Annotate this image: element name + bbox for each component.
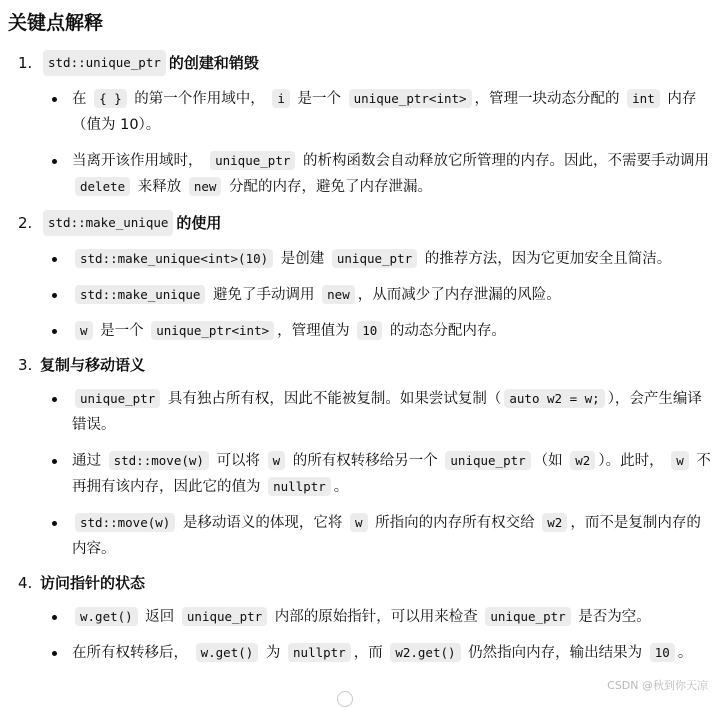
inline-code: unique_ptr<int> xyxy=(151,321,274,340)
item-text: 分配的内存，避免了内存泄漏。 xyxy=(224,179,433,195)
section-heading-text: 的创建和销毁 xyxy=(168,54,259,72)
section-heading-text: 复制与移动语义 xyxy=(40,356,146,374)
list-item xyxy=(40,86,714,138)
list-item xyxy=(40,282,714,308)
section-heading-text: 的使用 xyxy=(176,214,222,232)
inline-code: w xyxy=(350,513,368,532)
bullet-list xyxy=(40,386,714,562)
item-text: 。 xyxy=(333,479,349,495)
section-heading xyxy=(18,50,714,76)
inline-code: nullptr xyxy=(288,643,351,662)
item-text: 在所有权转移后， xyxy=(72,645,193,661)
section-2 xyxy=(8,210,714,344)
inline-code: nullptr xyxy=(268,477,331,496)
item-text: 的析构函数会自动释放它所管理的内存。因此，不需要手动调用 xyxy=(298,153,709,169)
inline-code: std::move(w) xyxy=(75,513,175,532)
item-text: 的动态分配内存。 xyxy=(385,323,506,339)
bullet-icon xyxy=(52,521,57,526)
watermark: CSDN @秋到你天凉 xyxy=(607,679,708,692)
inline-code: new xyxy=(189,177,222,196)
item-text: 通过 xyxy=(72,453,106,469)
item-text: 内部的原始指针，可以用来检查 xyxy=(270,609,483,625)
bullet-icon xyxy=(52,293,57,298)
item-text: ）。此时， xyxy=(598,453,669,469)
item-text: 内存（值为 10）。 xyxy=(72,91,697,133)
item-text: 仍然指向内存，输出结果为 xyxy=(463,645,647,661)
inline-code: w.get() xyxy=(75,607,138,626)
inline-code: unique_ptr xyxy=(445,451,530,470)
item-text: 避免了手动调用 xyxy=(208,287,320,303)
section-1 xyxy=(8,50,714,200)
section-4 xyxy=(8,572,714,666)
inline-code: unique_ptr xyxy=(75,389,160,408)
section-heading-text: 访问指针的状态 xyxy=(40,574,146,592)
inline-code: new xyxy=(322,285,355,304)
item-text: 的第一个作用域中， xyxy=(129,91,270,107)
inline-code: w2.get() xyxy=(390,643,460,662)
sections-container xyxy=(8,50,714,666)
bullet-icon xyxy=(52,97,57,102)
item-text: 返回 xyxy=(140,609,179,625)
inline-code: w.get() xyxy=(196,643,259,662)
item-text: 。 xyxy=(677,645,693,661)
bullet-list xyxy=(40,246,714,344)
item-text: 是一个 xyxy=(292,91,346,107)
bullet-icon xyxy=(52,459,57,464)
item-text: ，而不是复制内存的内容。 xyxy=(72,515,701,557)
list-item xyxy=(40,318,714,344)
item-text: 在 xyxy=(72,91,92,107)
item-text: ，从而减少了内存泄漏的风险。 xyxy=(357,287,561,303)
section-heading xyxy=(18,210,714,236)
item-text: 是创建 xyxy=(276,251,329,267)
list-item xyxy=(40,510,714,562)
inline-code: std::make_unique<int>(10) xyxy=(75,249,273,268)
section-number: 3. xyxy=(18,356,33,374)
inline-code: unique_ptr xyxy=(332,249,417,268)
bullet-icon xyxy=(52,329,57,334)
bullet-icon xyxy=(52,651,57,656)
item-text: 当离开该作用域时， xyxy=(72,153,208,169)
inline-code: w xyxy=(671,451,689,470)
bullet-list xyxy=(40,604,714,666)
bullet-icon xyxy=(52,615,57,620)
inline-code: std::make_unique xyxy=(43,210,173,236)
list-item xyxy=(40,604,714,630)
item-text: 是否为空。 xyxy=(573,609,651,625)
inline-code: unique_ptr<int> xyxy=(349,89,472,108)
inline-code: std::move(w) xyxy=(109,451,209,470)
inline-code: { } xyxy=(94,89,127,108)
item-text: 是一个 xyxy=(95,323,149,339)
inline-code: int xyxy=(627,89,660,108)
item-text: （如 xyxy=(533,453,568,469)
item-text: ，管理一块动态分配的 xyxy=(474,91,625,107)
item-text: 可以将 xyxy=(211,453,265,469)
inline-code: unique_ptr xyxy=(210,151,295,170)
item-text: ，管理值为 xyxy=(277,323,355,339)
inline-code: w2 xyxy=(542,513,567,532)
inline-code: 10 xyxy=(357,321,382,340)
item-text: 所指向的内存所有权交给 xyxy=(370,515,540,531)
item-text: ，而 xyxy=(353,645,388,661)
item-text: ），会产生编译错误。 xyxy=(72,391,702,433)
item-text: 具有独占所有权，因此不能被复制。如果尝试复制（ xyxy=(163,391,502,407)
section-number: 1. xyxy=(18,54,33,72)
inline-code: unique_ptr xyxy=(182,607,267,626)
bullet-icon xyxy=(52,159,57,164)
bullet-icon xyxy=(52,257,57,262)
list-item xyxy=(40,246,714,272)
inline-code: std::unique_ptr xyxy=(43,50,166,76)
section-number: 4. xyxy=(18,574,33,592)
page-title: 关键点解释 xyxy=(8,12,104,34)
inline-code: std::make_unique xyxy=(75,285,205,304)
section-heading xyxy=(18,354,714,376)
inline-code: w xyxy=(268,451,286,470)
scroll-down-indicator[interactable] xyxy=(337,691,353,707)
list-item xyxy=(40,386,714,438)
item-text: 来释放 xyxy=(133,179,186,195)
inline-code: w2 xyxy=(570,451,595,470)
section-heading xyxy=(18,572,714,594)
bullet-list xyxy=(40,86,714,200)
section-3 xyxy=(8,354,714,562)
inline-code: w xyxy=(75,321,93,340)
item-text: 的所有权转移给另一个 xyxy=(288,453,443,469)
inline-code: delete xyxy=(75,177,130,196)
list-item xyxy=(40,640,714,666)
bullet-icon xyxy=(52,397,57,402)
item-text: 的推荐方法，因为它更加安全且简洁。 xyxy=(420,251,672,267)
inline-code: i xyxy=(272,89,290,108)
list-item xyxy=(40,448,714,500)
item-text: 是移动语义的体现，它将 xyxy=(178,515,348,531)
item-text: 为 xyxy=(261,645,286,661)
inline-code: auto w2 = w; xyxy=(504,389,604,408)
inline-code: unique_ptr xyxy=(485,607,570,626)
item-text: 不再拥有该内存，因此它的值为 xyxy=(72,453,711,495)
section-number: 2. xyxy=(18,214,33,232)
list-item xyxy=(40,148,714,200)
inline-code: 10 xyxy=(650,643,675,662)
